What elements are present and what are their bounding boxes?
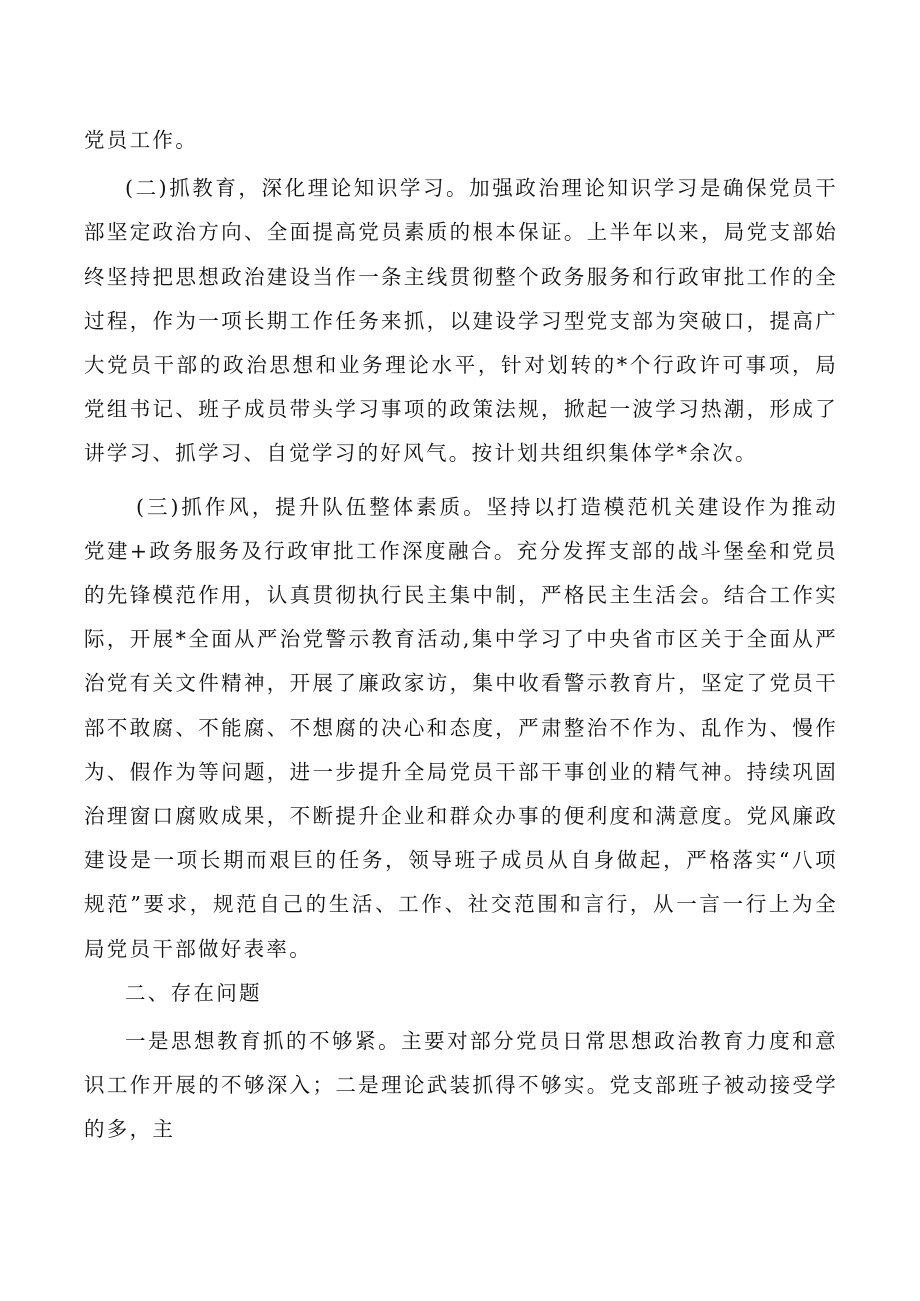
paragraph-continuation: 党员工作。 [84,128,198,152]
section-heading-problems: 二、存在问题 [125,980,262,1005]
document-body [84,118,838,1152]
paragraph-problems: 一是思想教育抓的不够紧。主要对部分党员日常思想政治教育力度和意识工作开展的不够深入；二是理论武装抓得不够实。党支部班子被动接受学的多，主 [84,1029,838,1142]
paragraph-work-style: (三)抓作风，提升队伍整体素质。坚持以打造模范机关建设作为推动党建+政务服务及行政审批工作深度融合。充分发挥支部的战斗堡垒和党员的先锋模范作用，认真贯彻执行民主集中制，严格民主生活会。结合工作实际，开展*全面从严治党警示教育活动,集中学习了中央省市区关于全面从严治党有关文件精神，开展了廉政家访，集中收看警示教育片，坚定了党员干部不敢腐、不能腐、不想腐的决心和态度，严肃整治不作为、乱作为、慢作为、假作为等问题，进一步提升全局党员干部干事创业的精气神。持续巩固治理窗口腐败成果，不断提升企业和群众办事的便利度和满意度。党风廉政建设是一项长期而艰巨的任务，领导班子成员从自身做起，严格落实“八项规范”要求，规范自己的生活、工作、社交范围和言行，从一言一行上为全局党员干部做好表率。 [84,494,838,961]
paragraph-education: (二)抓教育，深化理论知识学习。加强政治理论知识学习是确保党员干部坚定政治方向、全面提高党员素质的根本保证。上半年以来，局党支部始终坚持把思想政治建设当作一条主线贯彻整个政务服务和行政审批工作的全过程，作为一项长期工作任务来抓，以建设学习型党支部为突破口，提高广大党员干部的政治思想和业务理论水平，针对划转的*个行政许可事项，局党组书记、班子成员带头学习事项的政策法规，掀起一波学习热潮，形成了讲学习、抓学习、自觉学习的好风气。按计划共组织集体学*余次。 [84,176,838,466]
